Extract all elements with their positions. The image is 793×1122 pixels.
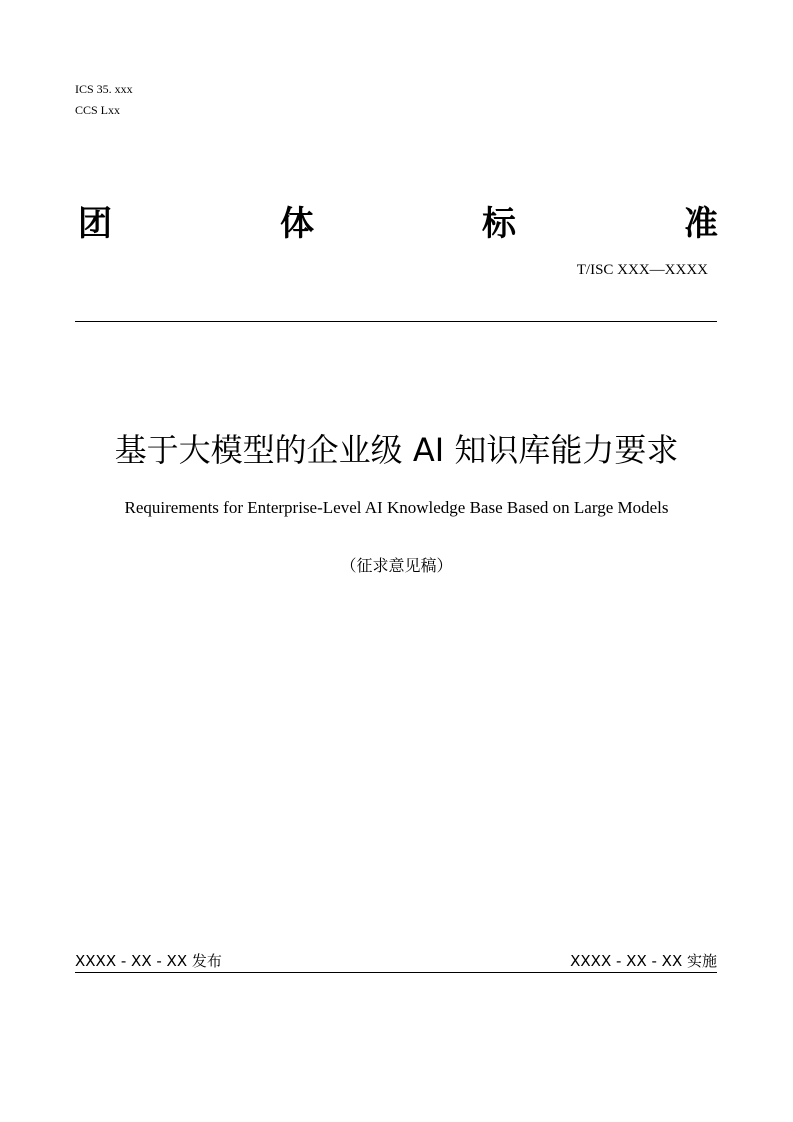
divider (75, 321, 717, 322)
publish-date: XXXX - XX - XX 发布 (75, 952, 222, 970)
ccs-code: CCS Lxx (75, 103, 121, 117)
standard-type-heading (78, 196, 718, 245)
standard-number: T/ISC XXX—XXXX (576, 262, 708, 278)
dates-row (75, 950, 717, 973)
ics-code: ICS 35. xxx (75, 82, 133, 96)
classification-codes (75, 79, 133, 121)
heading-char: 标 (482, 204, 516, 244)
heading-char: 团 (78, 204, 112, 244)
heading-char: 准 (684, 204, 718, 244)
draft-label: （征求意见稿） (340, 556, 453, 575)
title-chinese: 基于大模型的企业级 AI 知识库能力要求 (114, 431, 679, 469)
heading-char: 体 (280, 204, 314, 244)
title-english: Requirements for Enterprise-Level AI Knowledge Base Based on Large Models (124, 498, 669, 517)
implement-date: XXXX - XX - XX 实施 (570, 952, 717, 970)
